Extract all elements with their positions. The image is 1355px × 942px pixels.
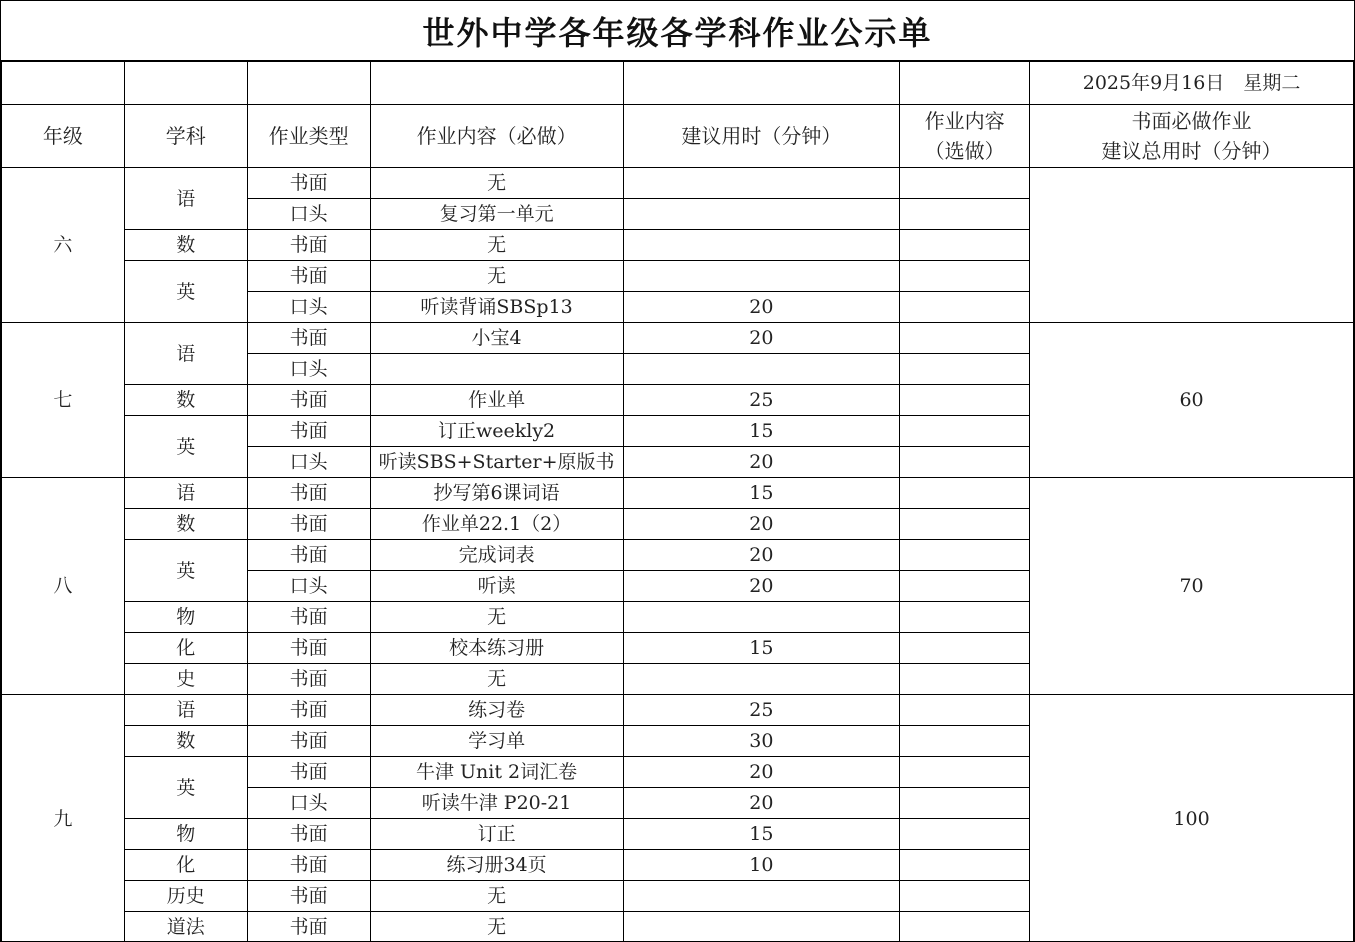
optional-content-cell [900, 323, 1030, 354]
subject-cell: 数 [124, 230, 247, 261]
type-cell: 书面 [247, 726, 370, 757]
type-cell: 书面 [247, 230, 370, 261]
subject-cell: 史 [124, 664, 247, 695]
type-cell: 书面 [247, 168, 370, 199]
subject-cell: 化 [124, 633, 247, 664]
subject-cell: 化 [124, 850, 247, 881]
optional-content-cell [900, 292, 1030, 323]
type-cell: 书面 [247, 416, 370, 447]
optional-content-cell [900, 385, 1030, 416]
time-cell [623, 602, 900, 633]
header-grade: 年级 [2, 105, 125, 168]
homework-table [1, 61, 1354, 942]
optional-content-cell [900, 850, 1030, 881]
type-cell: 口头 [247, 199, 370, 230]
blank-cell [623, 62, 900, 105]
time-cell: 15 [623, 633, 900, 664]
grade-cell: 九 [2, 695, 125, 942]
optional-content-cell [900, 230, 1030, 261]
date-cell: 2025年9月16日 星期二 [1030, 62, 1354, 105]
content-cell: 无 [370, 912, 623, 942]
content-cell: 无 [370, 602, 623, 633]
optional-content-cell [900, 571, 1030, 602]
header-content-optional-line2: （选做） [924, 139, 1005, 163]
type-cell: 口头 [247, 788, 370, 819]
subject-cell: 道法 [124, 912, 247, 942]
content-cell: 小宝4 [370, 323, 623, 354]
blank-cell [900, 62, 1030, 105]
subject-cell: 历史 [124, 881, 247, 912]
optional-content-cell [900, 447, 1030, 478]
optional-content-cell [900, 602, 1030, 633]
header-row [2, 105, 1354, 168]
content-cell: 练习卷 [370, 695, 623, 726]
type-cell: 书面 [247, 819, 370, 850]
optional-content-cell [900, 757, 1030, 788]
grade-cell: 七 [2, 323, 125, 478]
time-cell: 25 [623, 385, 900, 416]
blank-cell [247, 62, 370, 105]
header-total-line2: 建议总用时（分钟） [1101, 139, 1282, 163]
content-cell: 听读 [370, 571, 623, 602]
content-cell: 完成词表 [370, 540, 623, 571]
optional-content-cell [900, 168, 1030, 199]
time-cell [623, 199, 900, 230]
optional-content-cell [900, 726, 1030, 757]
table-row [2, 323, 1354, 354]
time-cell: 15 [623, 478, 900, 509]
total-time-cell: 70 [1030, 478, 1354, 695]
subject-cell: 数 [124, 726, 247, 757]
content-cell: 无 [370, 168, 623, 199]
content-cell: 学习单 [370, 726, 623, 757]
content-cell: 练习册34页 [370, 850, 623, 881]
type-cell: 书面 [247, 912, 370, 942]
subject-cell: 物 [124, 602, 247, 633]
time-cell [623, 664, 900, 695]
total-time-cell: 60 [1030, 323, 1354, 478]
subject-cell: 数 [124, 385, 247, 416]
time-cell: 30 [623, 726, 900, 757]
subject-cell: 语 [124, 168, 247, 230]
total-time-cell: 100 [1030, 695, 1354, 942]
optional-content-cell [900, 788, 1030, 819]
type-cell: 书面 [247, 602, 370, 633]
total-time-cell [1030, 168, 1354, 323]
type-cell: 书面 [247, 478, 370, 509]
time-cell [623, 881, 900, 912]
type-cell: 书面 [247, 385, 370, 416]
time-cell: 15 [623, 819, 900, 850]
header-content-optional-line1: 作业内容 [924, 109, 1005, 133]
time-cell [623, 261, 900, 292]
header-content-required: 作业内容（必做） [370, 105, 623, 168]
time-cell [623, 354, 900, 385]
content-cell: 听读背诵SBSp13 [370, 292, 623, 323]
optional-content-cell [900, 633, 1030, 664]
blank-cell [370, 62, 623, 105]
subject-cell: 语 [124, 478, 247, 509]
date-row [2, 62, 1354, 105]
type-cell: 书面 [247, 850, 370, 881]
time-cell: 20 [623, 757, 900, 788]
type-cell: 书面 [247, 881, 370, 912]
type-cell: 口头 [247, 292, 370, 323]
subject-cell: 英 [124, 540, 247, 602]
content-cell: 作业单22.1（2） [370, 509, 623, 540]
grade-cell: 六 [2, 168, 125, 323]
time-cell: 20 [623, 447, 900, 478]
type-cell: 书面 [247, 509, 370, 540]
content-cell: 听读SBS+Starter+原版书 [370, 447, 623, 478]
table-row [2, 695, 1354, 726]
time-cell: 15 [623, 416, 900, 447]
header-total-line1: 书面必做作业 [1131, 109, 1252, 133]
sheet-title: 世外中学各年级各学科作业公示单 [1, 1, 1354, 61]
time-cell: 20 [623, 509, 900, 540]
content-cell: 订正 [370, 819, 623, 850]
optional-content-cell [900, 819, 1030, 850]
content-cell: 听读牛津 P20-21 [370, 788, 623, 819]
content-cell: 无 [370, 664, 623, 695]
time-cell: 20 [623, 571, 900, 602]
subject-cell: 英 [124, 416, 247, 478]
type-cell: 书面 [247, 323, 370, 354]
optional-content-cell [900, 199, 1030, 230]
content-cell: 牛津 Unit 2词汇卷 [370, 757, 623, 788]
content-cell: 无 [370, 261, 623, 292]
time-cell [623, 912, 900, 942]
optional-content-cell [900, 478, 1030, 509]
optional-content-cell [900, 509, 1030, 540]
optional-content-cell [900, 695, 1030, 726]
table-row [2, 478, 1354, 509]
content-cell [370, 354, 623, 385]
time-cell: 20 [623, 788, 900, 819]
time-cell [623, 168, 900, 199]
time-cell: 25 [623, 695, 900, 726]
subject-cell: 物 [124, 819, 247, 850]
type-cell: 书面 [247, 633, 370, 664]
type-cell: 书面 [247, 261, 370, 292]
subject-cell: 英 [124, 261, 247, 323]
time-cell [623, 230, 900, 261]
time-cell: 10 [623, 850, 900, 881]
subject-cell: 语 [124, 695, 247, 726]
optional-content-cell [900, 664, 1030, 695]
subject-cell: 数 [124, 509, 247, 540]
type-cell: 口头 [247, 354, 370, 385]
content-cell: 复习第一单元 [370, 199, 623, 230]
subject-cell: 英 [124, 757, 247, 819]
header-time: 建议用时（分钟） [623, 105, 900, 168]
optional-content-cell [900, 881, 1030, 912]
header-type: 作业类型 [247, 105, 370, 168]
blank-cell [124, 62, 247, 105]
time-cell: 20 [623, 323, 900, 354]
content-cell: 校本练习册 [370, 633, 623, 664]
optional-content-cell [900, 416, 1030, 447]
time-cell: 20 [623, 292, 900, 323]
type-cell: 书面 [247, 695, 370, 726]
type-cell: 书面 [247, 757, 370, 788]
optional-content-cell [900, 354, 1030, 385]
optional-content-cell [900, 261, 1030, 292]
header-total [1030, 105, 1354, 168]
type-cell: 书面 [247, 540, 370, 571]
type-cell: 书面 [247, 664, 370, 695]
header-content-optional [900, 105, 1030, 168]
optional-content-cell [900, 912, 1030, 942]
table-row [2, 168, 1354, 199]
type-cell: 口头 [247, 571, 370, 602]
header-subject: 学科 [124, 105, 247, 168]
subject-cell: 语 [124, 323, 247, 385]
optional-content-cell [900, 540, 1030, 571]
blank-cell [2, 62, 125, 105]
content-cell: 订正weekly2 [370, 416, 623, 447]
content-cell: 抄写第6课词语 [370, 478, 623, 509]
grade-cell: 八 [2, 478, 125, 695]
type-cell: 口头 [247, 447, 370, 478]
time-cell: 20 [623, 540, 900, 571]
content-cell: 无 [370, 230, 623, 261]
content-cell: 作业单 [370, 385, 623, 416]
content-cell: 无 [370, 881, 623, 912]
